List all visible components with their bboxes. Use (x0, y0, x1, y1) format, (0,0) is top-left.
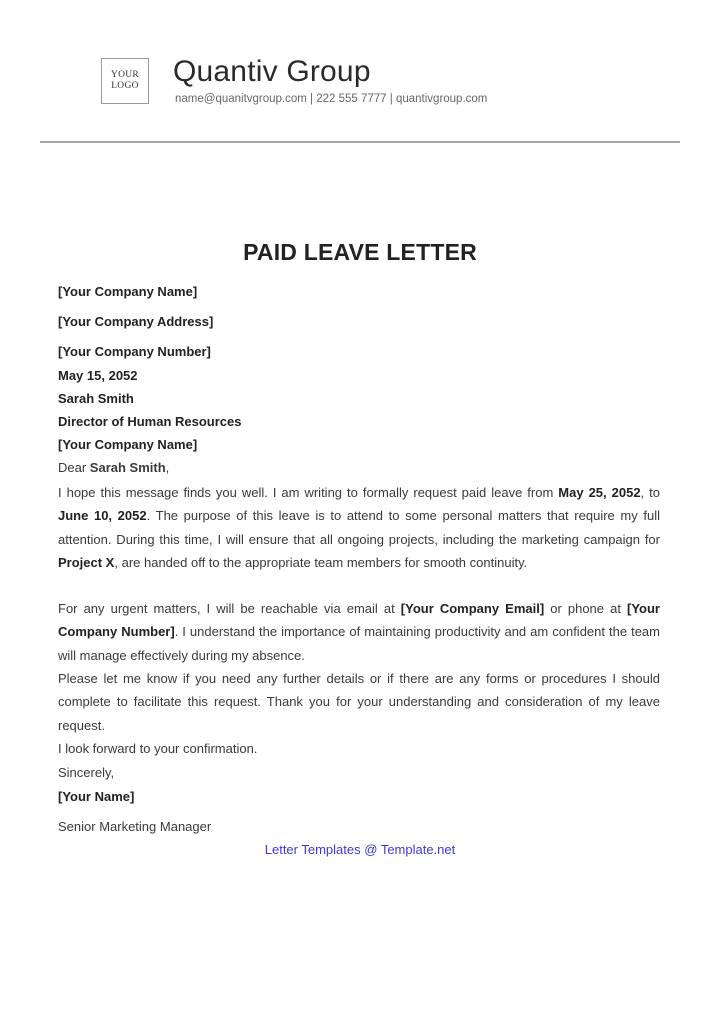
leave-start-date: May 25, 2052 (558, 485, 641, 500)
logo-text-line2: LOGO (111, 81, 139, 91)
logo-text-line1: YOUR (110, 70, 140, 80)
recipient-title: Director of Human Resources (58, 414, 242, 429)
letter-templates-link[interactable]: Letter Templates (264, 842, 361, 857)
leave-end-date: June 10, 2052 (58, 508, 147, 524)
sender-company-name: [Your Company Name] (58, 284, 198, 299)
signature-title: Senior Marketing Manager (58, 819, 212, 834)
body-paragraph-4: I look forward to your confirmation. (58, 741, 258, 756)
salutation-name: Sarah Smith (89, 460, 166, 475)
p1-text-1: I hope this message finds you well. I am writing to formally request paid leave from (58, 485, 559, 500)
p1-text-3: . The purpose of this leave is to attend to some personal matters that require my full attention. During this time, I will ensure that all ongoing projects, including the marketing campaign for (58, 508, 660, 547)
document-title: PAID LEAVE LETTER (243, 239, 477, 265)
salutation-suffix: , (165, 460, 170, 475)
logo-placeholder (101, 58, 149, 104)
company-contact-info: name@quanitvgroup.com | 222 555 7777 | quantivgroup.com (175, 93, 488, 105)
signature-name: [Your Name] (58, 789, 135, 804)
closing: Sincerely, (58, 765, 115, 780)
header-divider (40, 141, 680, 143)
recipient-name: Sarah Smith (58, 391, 134, 406)
company-name: Quantiv Group (173, 55, 371, 88)
salutation (58, 460, 169, 475)
body-paragraph-3: Please let me know if you need any further details or if there are any forms or procedures I should complete to facilitate this request. Thank you for your understanding and consideration of my leave request. (58, 671, 660, 733)
footer-separator: @ (360, 842, 381, 857)
p2-text-3: . I understand the importance of maintaining productivity and am confident the team will manage effectively during my absence. (58, 624, 660, 663)
company-email-placeholder: [Your Company Email] (400, 601, 545, 616)
project-name: Project X (58, 554, 115, 570)
salutation-prefix: Dear (58, 460, 90, 475)
p2-text-2: or phone at (544, 601, 628, 616)
p1-text-2: , to (640, 485, 660, 500)
p1-text-4: , are handed off to the appropriate team members for smooth continuity. (114, 554, 528, 570)
recipient-company: [Your Company Name] (58, 437, 198, 452)
letter-date: May 15, 2052 (58, 368, 138, 383)
template-net-link[interactable]: Template.net (380, 842, 456, 857)
company-number-placeholder: [Your Company Number] (58, 601, 660, 640)
p2-text-1: For any urgent matters, I will be reachable via email at (58, 601, 401, 616)
sender-company-address: [Your Company Address] (58, 314, 214, 329)
body-paragraph-2 (58, 597, 660, 667)
footer-attribution (0, 842, 720, 857)
sender-company-number: [Your Company Number] (58, 344, 211, 359)
body-paragraph-1 (58, 481, 660, 574)
